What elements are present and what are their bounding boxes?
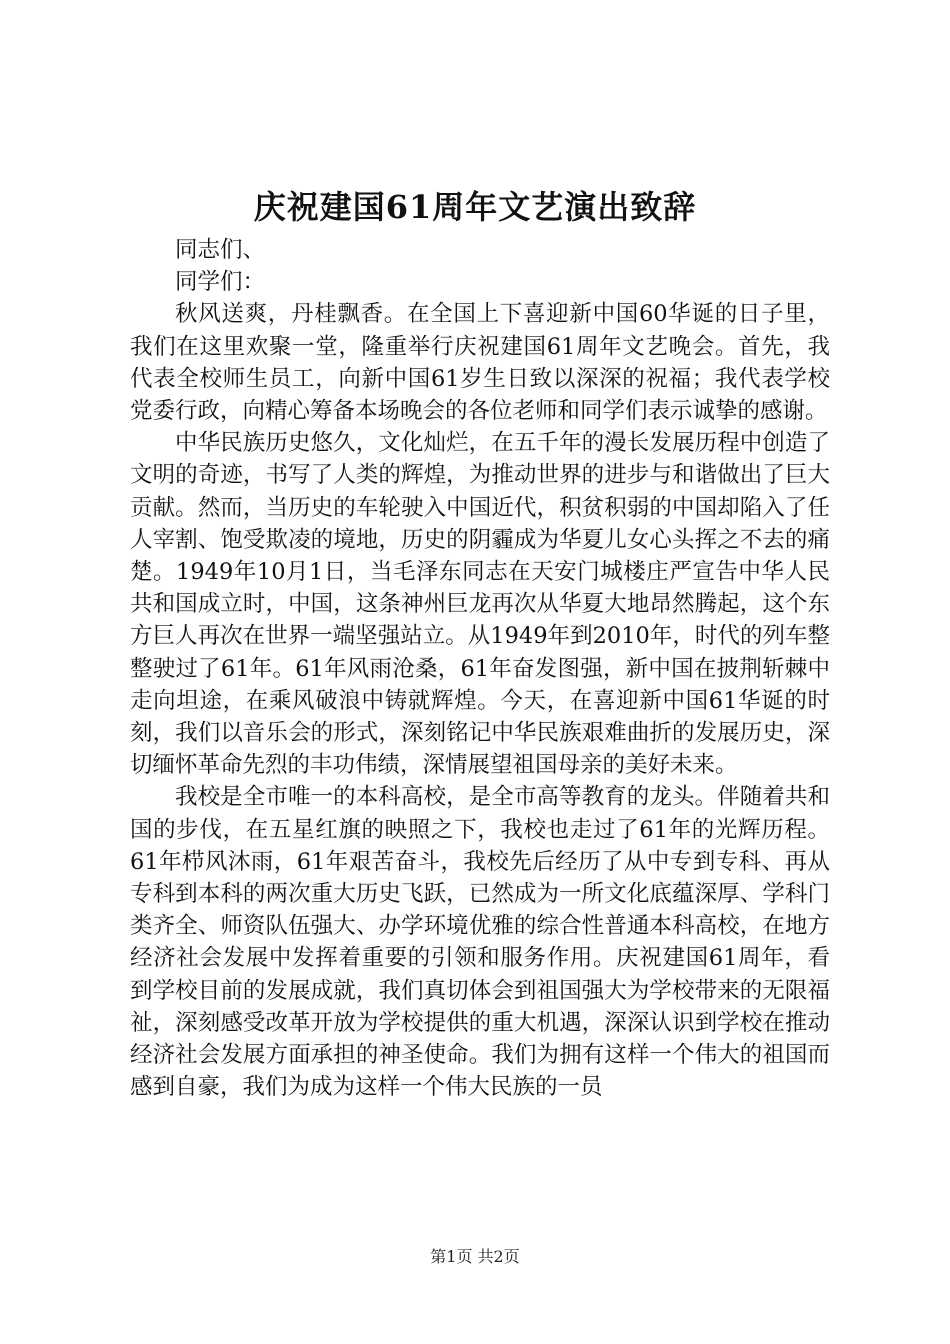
document-title: 庆祝建国61周年文艺演出致辞 xyxy=(253,188,697,226)
paragraph-school: 我校是全市唯一的本科高校，是全市高等教育的龙头。伴随着共和国的步伐，在五星红旗的映照之下，我校也走过了61年的光辉历程。61年栉风沐雨，61年艰苦奋斗，我校先后经历了从中专到专科、再从专科到本科的两次重大历史飞跃，已然成为一所文化底蕴深厚、学科门类齐全、师资队伍强大、办学环境优雅的综合性普通本科高校，在地方经济社会发展中发挥着重要的引领和服务作用。庆祝建国61周年，看到学校目前的发展成就，我们真切体会到祖国强大为学校带来的无限福祉，深刻感受改革开放为学校提供的重大机遇，深深认识到学校在推动经济社会发展方面承担的神圣使命。我们为拥有这样一个伟大的祖国而感到自豪，我们为成为这样一个伟大民族的一员 xyxy=(130,784,830,1101)
salutation-comrades: 同志们、 xyxy=(175,237,266,263)
salutation-students: 同学们： xyxy=(175,269,266,296)
paragraph-history: 中华民族历史悠久，文化灿烂，在五千年的漫长发展历程中创造了文明的奇迹，书写了人类的辉煌，为推动世界的进步与和谐做出了巨大贡献。然而，当历史的车轮驶入中国近代，积贫积弱的中国却陷入了任人宰割、饱受欺凌的境地，历史的阴霾成为华夏儿女心头挥之不去的痛楚。1949年10月1日，当毛泽东同志在天安门城楼庄严宣告中华人民共和国成立时，中国，这条神州巨龙再次从华夏大地昂然腾起，这个东方巨人再次在世界一端坚强站立。从1949年到2010年，时代的列车整整驶过了61年。61年风雨沧桑，61年奋发图强，新中国在披荆斩棘中走向坦途，在乘风破浪中铸就辉煌。今天，在喜迎新中国61华诞的时刻，我们以音乐会的形式，深刻铭记中华民族艰难曲折的发展历史，深切缅怀革命先烈的丰功伟绩，深情展望祖国母亲的美好未来。 xyxy=(130,430,830,779)
document-body xyxy=(130,234,830,1103)
paragraph-opening: 秋风送爽，丹桂飘香。在全国上下喜迎新中国60华诞的日子里，我们在这里欢聚一堂，隆重举行庆祝建国61周年文艺晚会。首先，我代表全校师生员工，向新中国61岁生日致以深深的祝福；我代表学校党委行政，向精心筹备本场晚会的各位老师和同学们表示诚挚的感谢。 xyxy=(130,301,830,425)
page-number-footer: 第1页 共2页 xyxy=(430,1247,520,1266)
